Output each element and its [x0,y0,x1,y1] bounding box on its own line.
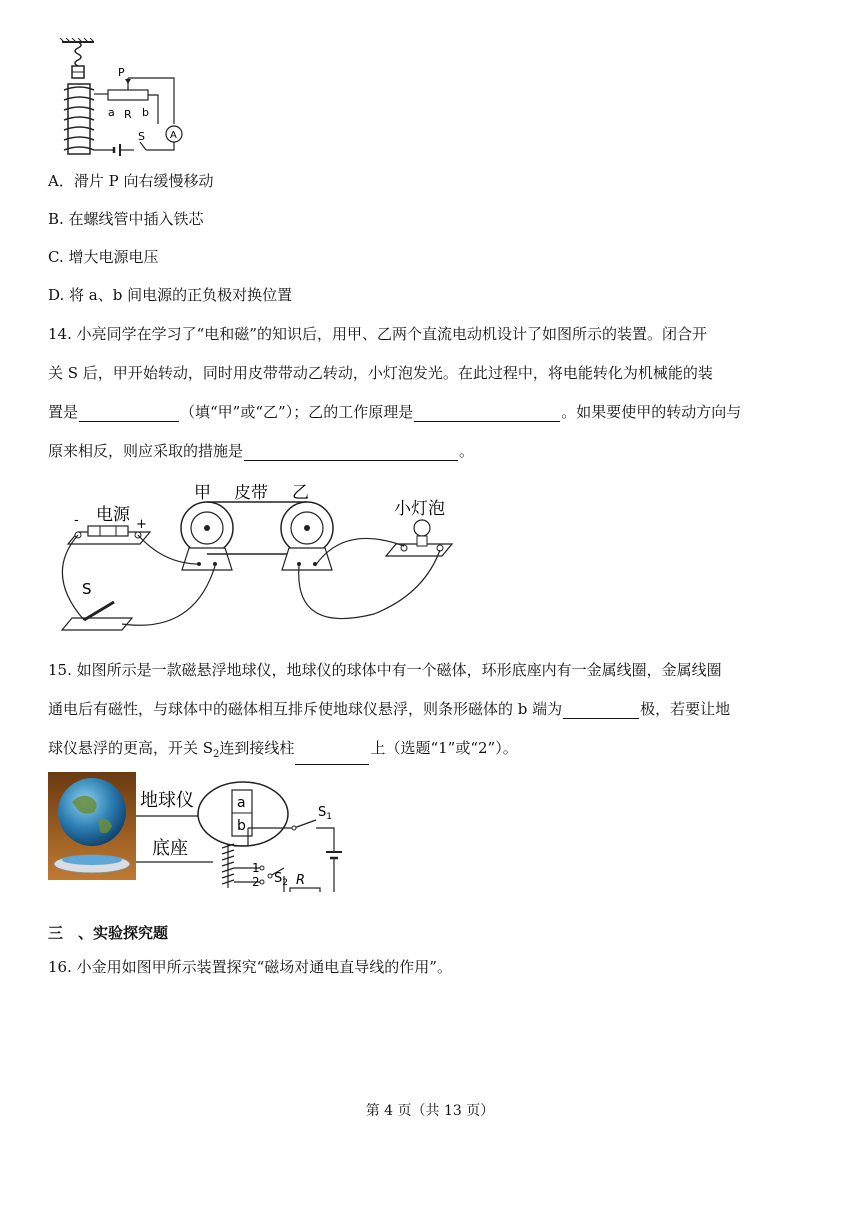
q15-line1: 15. 如图所示是一款磁悬浮地球仪，地球仪的球体中有一个磁体，环形底座内有一金属线圈，金属线圈 [48,661,722,679]
motor-belt-figure [44,484,464,636]
q14-line3: 置是 （填“甲”或“乙”）；乙的工作原理是 。如果要使甲的转动方向与 [48,403,742,421]
switch-label: S [82,580,92,598]
ammeter-label: A [170,130,177,141]
maglev-globe-figure [48,772,358,892]
resistor-label: R [296,873,306,888]
minus-sign: - [74,513,79,528]
section-title: 三 、实验探究题 [48,924,169,942]
answer-blank[interactable] [295,748,369,765]
option-d: D. 将 a、b 间电源的正负极对换位置 [48,286,293,304]
switch-s2-label: $S_2$ [274,871,288,888]
plus-sign: + [136,517,147,532]
globe-label: 地球仪 [140,790,194,811]
switch-s1-label: $S_1$ [318,805,332,822]
answer-blank[interactable] [79,405,179,422]
q15-line2: 通电后有磁性，与球体中的磁体相互排斥使地球仪悬浮，则条形磁体的 b 端为 极，若要让地 [48,700,731,718]
motor-yi-label: 乙 [292,484,309,503]
q14-line2: 关 S 后，甲开始转动，同时用皮带带动乙转动，小灯泡发光。在此过程中，将电能转化为机械能的装 [48,364,713,382]
page-footer: 第 4 页（共 13 页） [365,1103,495,1119]
bulb-label: 小灯泡 [394,499,445,519]
magnet-end-b: b [237,818,246,834]
q14-line4: 原来相反，则应采取的措施是 。 [48,442,475,460]
terminal-2: 2 [252,875,260,889]
label-r: R [124,108,132,121]
label-a: a [108,106,115,119]
magnet-end-a: a [237,795,246,811]
q16-text: 16. 小金用如图甲所示装置探究“磁场对通电直导线的作用”。 [48,958,452,976]
option-c: C. 增大电源电压 [48,248,159,266]
power-label: 电源 [96,505,130,525]
base-label: 底座 [152,838,188,859]
answer-blank[interactable] [414,405,560,422]
terminal-1: 1 [252,861,260,875]
belt-label: 皮带 [234,484,268,503]
label-s: S [138,130,145,143]
motor-jia-label: 甲 [194,484,211,503]
option-b: B. 在螺线管中插入铁芯 [48,210,204,228]
answer-blank[interactable] [244,444,458,461]
slider-label-p: P [118,66,125,79]
q15-line3: 球仪悬浮的更高，开关 $S_2$连到接线柱 上（选题“1”或“2”）。 [48,738,518,765]
electromagnet-figure [48,38,188,160]
answer-blank[interactable] [563,702,639,719]
q14-line1: 14. 小亮同学在学习了“电和磁”的知识后，用甲、乙两个直流电动机设计了如图所示的装置。闭合开 [48,325,707,343]
option-a: A．滑片 P 向右缓慢移动 [48,172,214,190]
label-b: b [142,106,149,119]
